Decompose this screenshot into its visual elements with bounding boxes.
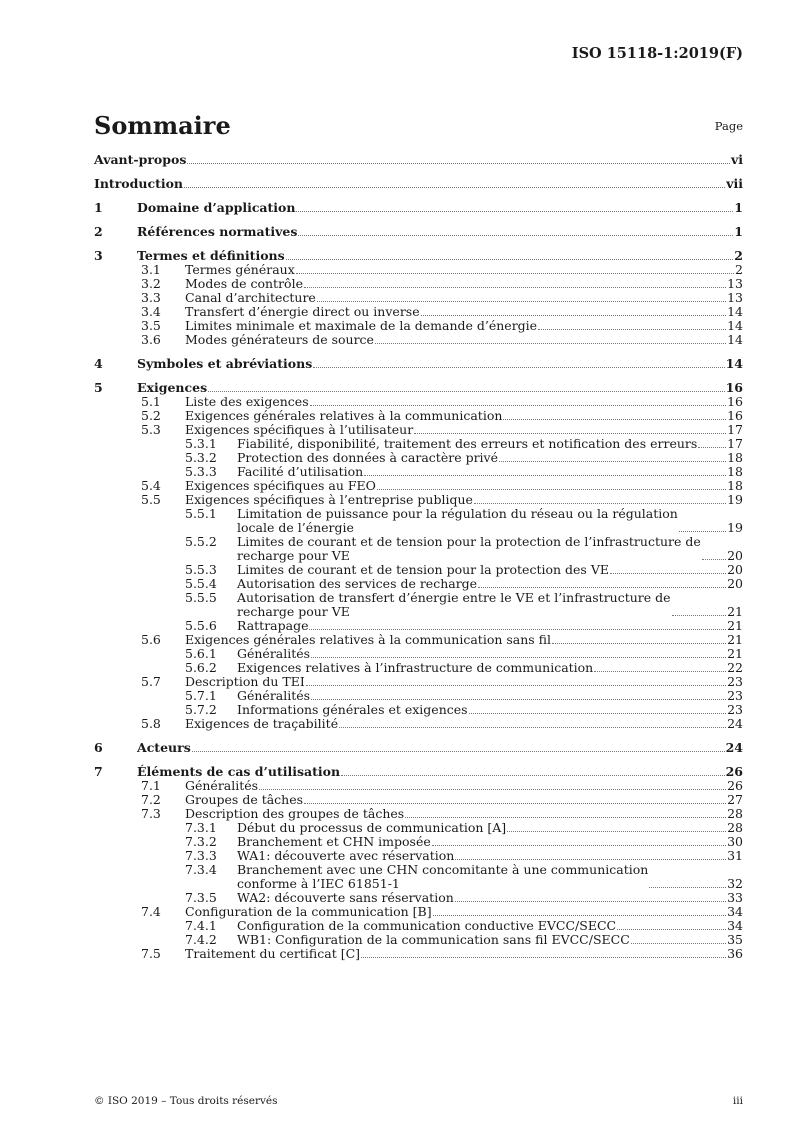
- toc-page-number: 1: [734, 224, 743, 239]
- toc-number: 7.3.4: [185, 862, 217, 877]
- table-of-contents: [94, 153, 743, 961]
- dot-leader: [405, 817, 726, 818]
- toc-subclause[interactable]: [94, 409, 743, 423]
- page-column-label: Page: [714, 119, 743, 133]
- toc-title: Domaine d’application: [137, 200, 296, 215]
- toc-title: WA1: découverte avec réservation: [237, 848, 455, 863]
- toc-number: 5.5.1: [185, 506, 217, 521]
- toc-title: Exigences spécifiques au FEO: [185, 478, 376, 493]
- toc-subclause[interactable]: [94, 263, 743, 277]
- toc-page-number: 26: [725, 764, 743, 779]
- toc-subclause[interactable]: [94, 423, 743, 437]
- toc-title: Description des groupes de tâches: [185, 806, 405, 821]
- toc-page-number: 36: [727, 946, 743, 961]
- toc-number: 7.3.2: [185, 834, 217, 849]
- toc-title: Rattrapage: [237, 618, 309, 633]
- toc-subsubclause[interactable]: [94, 919, 743, 933]
- toc-clause[interactable]: [94, 765, 743, 779]
- dot-leader: [298, 235, 733, 236]
- dot-leader: [286, 259, 734, 260]
- dot-leader: [538, 329, 726, 330]
- toc-title: Éléments de cas d’utilisation: [137, 764, 341, 779]
- toc-title: Exigences spécifiques à l’entreprise publique: [185, 492, 473, 507]
- toc-page-number: 32: [727, 876, 743, 891]
- dot-leader: [432, 845, 726, 846]
- toc-title: Avant-propos: [94, 152, 187, 167]
- toc-number: 5.3.3: [185, 464, 217, 479]
- dot-leader: [455, 901, 726, 902]
- toc-number: 3.3: [141, 290, 161, 305]
- dot-leader: [361, 957, 726, 958]
- footer-page-number: iii: [732, 1095, 743, 1107]
- toc-subclause[interactable]: [94, 291, 743, 305]
- toc-page-number: 27: [727, 792, 743, 807]
- toc-subsubclause[interactable]: [94, 689, 743, 703]
- toc-page-number: 30: [727, 834, 743, 849]
- dot-leader: [702, 559, 726, 560]
- dot-leader: [469, 713, 727, 714]
- dot-leader: [311, 699, 726, 700]
- toc-subsubclause[interactable]: [94, 577, 743, 591]
- document-id: ISO 15118-1:2019(F): [571, 45, 743, 62]
- toc-number: 5.5.6: [185, 618, 217, 633]
- toc-number: 7.4.1: [185, 918, 217, 933]
- toc-subsubclause[interactable]: [94, 591, 743, 619]
- toc-title: Début du processus de communication [A]: [237, 820, 507, 835]
- toc-subclause[interactable]: [94, 947, 743, 961]
- toc-page-number: 21: [727, 604, 743, 619]
- toc-number: 5.7: [141, 674, 161, 689]
- toc-title: Modes générateurs de source: [185, 332, 374, 347]
- toc-page-number: 18: [727, 478, 743, 493]
- toc-page-number: 31: [727, 848, 743, 863]
- dot-leader: [433, 915, 726, 916]
- dot-leader: [507, 831, 726, 832]
- toc-number: 5.6.1: [185, 646, 217, 661]
- dot-leader: [304, 803, 726, 804]
- dot-leader: [421, 315, 726, 316]
- toc-title: Exigences spécifiques à l’utilisateur: [185, 422, 414, 437]
- toc-number: 6: [94, 740, 103, 755]
- toc-page-number: vii: [726, 176, 743, 191]
- toc-page-number: 16: [727, 394, 743, 409]
- dot-leader: [594, 671, 726, 672]
- toc-page-number: 14: [727, 318, 743, 333]
- toc-subsubclause[interactable]: [94, 661, 743, 675]
- toc-number: 5.6: [141, 632, 161, 647]
- toc-number: 7.4: [141, 904, 161, 919]
- toc-title: Exigences générales relatives à la communication: [185, 408, 503, 423]
- toc-page-number: 22: [727, 660, 743, 675]
- toc-title: Limites minimale et maximale de la demande d’énergie: [185, 318, 538, 333]
- toc-page-number: 23: [727, 674, 743, 689]
- toc-number: 2: [94, 224, 103, 239]
- toc-clause[interactable]: [94, 153, 743, 167]
- toc-title: Exigences relatives à l’infrastructure de communication: [237, 660, 594, 675]
- toc-subclause[interactable]: [94, 333, 743, 347]
- toc-title: WB1: Configuration de la communication sans fil EVCC/SECC: [237, 932, 630, 947]
- toc-title: Autorisation des services de recharge: [237, 576, 478, 591]
- toc-subclause[interactable]: [94, 717, 743, 731]
- toc-page-number: 20: [727, 548, 743, 563]
- toc-number: 5.5.5: [185, 590, 217, 605]
- toc-title: Traitement du certificat [C]: [185, 946, 361, 961]
- toc-subsubclause[interactable]: [94, 437, 743, 451]
- toc-number: 5.4: [141, 478, 161, 493]
- toc-subclause[interactable]: [94, 793, 743, 807]
- toc-number: 5.6.2: [185, 660, 217, 675]
- toc-number: 5.3.1: [185, 436, 217, 451]
- toc-page-number: 23: [727, 688, 743, 703]
- toc-subsubclause[interactable]: [94, 563, 743, 577]
- toc-title: Configuration de la communication [B]: [185, 904, 432, 919]
- toc-number: 5.3: [141, 422, 161, 437]
- toc-number: 5.1: [141, 394, 161, 409]
- toc-title: Groupes de tâches: [185, 792, 304, 807]
- dot-leader: [317, 301, 726, 302]
- toc-page-number: 13: [727, 276, 743, 291]
- toc-title: Limitation de puissance pour la régulation du réseau ou la régulation locale de l’énergie: [237, 506, 678, 535]
- toc-subsubclause[interactable]: [94, 933, 743, 947]
- toc-title: Branchement et CHN imposée: [237, 834, 431, 849]
- toc-page-number: 34: [727, 918, 743, 933]
- toc-number: 1: [94, 200, 103, 215]
- toc-number: 7: [94, 764, 103, 779]
- toc-clause[interactable]: [94, 381, 743, 395]
- toc-number: 5.7.1: [185, 688, 217, 703]
- dot-leader: [364, 475, 726, 476]
- toc-page-number: 16: [727, 408, 743, 423]
- toc-number: 5.8: [141, 716, 161, 731]
- toc-title: Facilité d’utilisation: [237, 464, 364, 479]
- toc-number: 3.6: [141, 332, 161, 347]
- toc-subclause[interactable]: [94, 779, 743, 793]
- toc-clause[interactable]: [94, 225, 743, 239]
- toc-subsubclause[interactable]: [94, 535, 743, 563]
- dot-leader: [499, 461, 726, 462]
- toc-number: 7.2: [141, 792, 161, 807]
- toc-subsubclause[interactable]: [94, 891, 743, 905]
- toc-subclause[interactable]: [94, 479, 743, 493]
- toc-title: Symboles et abréviations: [137, 356, 313, 371]
- toc-subsubclause[interactable]: [94, 451, 743, 465]
- dot-leader: [679, 531, 726, 532]
- toc-page-number: 28: [727, 820, 743, 835]
- toc-page-number: 24: [727, 716, 743, 731]
- toc-subsubclause[interactable]: [94, 835, 743, 849]
- toc-title: Limites de courant et de tension pour la protection des VE: [237, 562, 609, 577]
- toc-number: 5.5.4: [185, 576, 217, 591]
- toc-page-number: 14: [727, 332, 743, 347]
- dot-leader: [310, 405, 726, 406]
- toc-subclause[interactable]: [94, 305, 743, 319]
- toc-page-number: 13: [727, 290, 743, 305]
- toc-title: Liste des exigences: [185, 394, 309, 409]
- toc-subsubclause[interactable]: [94, 465, 743, 479]
- toc-number: 7.4.2: [185, 932, 217, 947]
- toc-page-number: vi: [730, 152, 743, 167]
- dot-leader: [552, 643, 726, 644]
- dot-leader: [309, 629, 726, 630]
- toc-page-number: 20: [727, 576, 743, 591]
- toc-number: 7.3.3: [185, 848, 217, 863]
- toc-subclause[interactable]: [94, 633, 743, 647]
- dot-leader: [414, 433, 726, 434]
- toc-subclause[interactable]: [94, 807, 743, 821]
- toc-title: Exigences générales relatives à la communication sans fil: [185, 632, 552, 647]
- toc-page-number: 2: [735, 262, 743, 277]
- toc-number: 5.3.2: [185, 450, 217, 465]
- toc-page-number: 18: [727, 450, 743, 465]
- toc-number: 7.3.1: [185, 820, 217, 835]
- toc-title: Introduction: [94, 176, 184, 191]
- toc-title: Informations générales et exigences: [237, 702, 468, 717]
- toc-page-number: 20: [727, 562, 743, 577]
- dot-leader: [698, 447, 726, 448]
- toc-clause[interactable]: [94, 249, 743, 263]
- toc-page-number: 28: [727, 806, 743, 821]
- dot-leader: [341, 775, 725, 776]
- toc-number: 7.3: [141, 806, 161, 821]
- toc-clause[interactable]: [94, 357, 743, 371]
- toc-page-number: 2: [734, 248, 743, 263]
- toc-title: Termes généraux: [185, 262, 295, 277]
- toc-number: 7.5: [141, 946, 161, 961]
- toc-title: Exigences de traçabilité: [185, 716, 339, 731]
- toc-title: Limites de courant et de tension pour la protection de l’infrastructure de recharge pour VE: [237, 534, 701, 563]
- toc-subsubclause[interactable]: [94, 619, 743, 633]
- toc-title: Généralités: [237, 688, 311, 703]
- toc-title: Transfert d’énergie direct ou inverse: [185, 304, 420, 319]
- toc-page-number: 21: [727, 618, 743, 633]
- toc-title: Protection des données à caractère privé: [237, 450, 499, 465]
- toc-number: 3.5: [141, 318, 161, 333]
- toc-page-number: 19: [727, 520, 743, 535]
- toc-title: Branchement avec une CHN concomitante à une communication conforme à l’IEC 61851-1: [237, 862, 649, 891]
- toc-subclause[interactable]: [94, 675, 743, 689]
- toc-page-number: 14: [725, 356, 743, 371]
- toc-clause[interactable]: [94, 741, 743, 755]
- dot-leader: [296, 273, 734, 274]
- toc-page-number: 34: [727, 904, 743, 919]
- toc-subsubclause[interactable]: [94, 821, 743, 835]
- dot-leader: [377, 489, 726, 490]
- toc-title: Fiabilité, disponibilité, traitement des erreurs et notification des erreurs: [237, 436, 698, 451]
- dot-leader: [503, 419, 726, 420]
- toc-title: WA2: découverte sans réservation: [237, 890, 454, 905]
- dot-leader: [672, 615, 727, 616]
- toc-number: 5.7.2: [185, 702, 217, 717]
- toc-number: 3.1: [141, 262, 161, 277]
- dot-leader: [474, 503, 726, 504]
- toc-number: 5.5.3: [185, 562, 217, 577]
- toc-number: 5.2: [141, 408, 161, 423]
- toc-title: Modes de contrôle: [185, 276, 303, 291]
- toc-page-number: 21: [727, 646, 743, 661]
- toc-subsubclause[interactable]: [94, 507, 743, 535]
- toc-title: Généralités: [237, 646, 311, 661]
- dot-leader: [631, 943, 726, 944]
- toc-clause[interactable]: [94, 177, 743, 191]
- toc-number: 5.5: [141, 492, 161, 507]
- toc-page-number: 24: [725, 740, 743, 755]
- dot-leader: [208, 391, 724, 392]
- toc-title: Exigences: [137, 380, 208, 395]
- toc-page-number: 26: [727, 778, 743, 793]
- dot-leader: [187, 163, 730, 164]
- toc-title: Acteurs: [137, 740, 191, 755]
- dot-leader: [311, 657, 726, 658]
- dot-leader: [296, 211, 733, 212]
- footer-copyright: © ISO 2019 – Tous droits réservés: [94, 1095, 278, 1107]
- toc-subclause[interactable]: [94, 319, 743, 333]
- toc-title: Généralités: [185, 778, 259, 793]
- toc-number: 7.1: [141, 778, 161, 793]
- dot-leader: [455, 859, 726, 860]
- toc-page-number: 19: [727, 492, 743, 507]
- toc-clause[interactable]: [94, 201, 743, 215]
- toc-title: Références normatives: [137, 224, 298, 239]
- toc-subsubclause[interactable]: [94, 849, 743, 863]
- dot-leader: [259, 789, 726, 790]
- toc-number: 5.5.2: [185, 534, 217, 549]
- toc-page-number: 23: [727, 702, 743, 717]
- toc-subsubclause[interactable]: [94, 647, 743, 661]
- toc-title: Configuration de la communication conductive EVCC/SECC: [237, 918, 617, 933]
- toc-title: Description du TEI: [185, 674, 305, 689]
- toc-subclause[interactable]: [94, 395, 743, 409]
- dot-leader: [610, 573, 726, 574]
- toc-number: 3.4: [141, 304, 161, 319]
- page-title: Sommaire: [94, 111, 231, 140]
- toc-page-number: 14: [727, 304, 743, 319]
- dot-leader: [192, 751, 725, 752]
- toc-number: 3: [94, 248, 103, 263]
- dot-leader: [617, 929, 726, 930]
- toc-number: 4: [94, 356, 103, 371]
- toc-subsubclause[interactable]: [94, 863, 743, 891]
- dot-leader: [304, 287, 726, 288]
- toc-subsubclause[interactable]: [94, 703, 743, 717]
- toc-number: 3.2: [141, 276, 161, 291]
- toc-page-number: 17: [727, 422, 743, 437]
- toc-title: Autorisation de transfert d’énergie entre le VE et l’infrastructure de recharge pour VE: [237, 590, 671, 619]
- dot-leader: [313, 367, 724, 368]
- dot-leader: [339, 727, 726, 728]
- dot-leader: [649, 887, 726, 888]
- toc-page-number: 21: [727, 632, 743, 647]
- toc-page-number: 33: [727, 890, 743, 905]
- toc-page-number: 35: [727, 932, 743, 947]
- toc-number: 7.3.5: [185, 890, 217, 905]
- toc-title: Canal d’architecture: [185, 290, 316, 305]
- toc-page-number: 17: [727, 436, 743, 451]
- toc-page-number: 16: [725, 380, 743, 395]
- toc-subclause[interactable]: [94, 493, 743, 507]
- dot-leader: [184, 187, 725, 188]
- dot-leader: [306, 685, 726, 686]
- dot-leader: [375, 343, 726, 344]
- toc-page-number: 18: [727, 464, 743, 479]
- toc-subclause[interactable]: [94, 905, 743, 919]
- toc-page-number: 1: [734, 200, 743, 215]
- toc-subclause[interactable]: [94, 277, 743, 291]
- toc-title: Termes et définitions: [137, 248, 285, 263]
- dot-leader: [478, 587, 726, 588]
- toc-number: 5: [94, 380, 103, 395]
